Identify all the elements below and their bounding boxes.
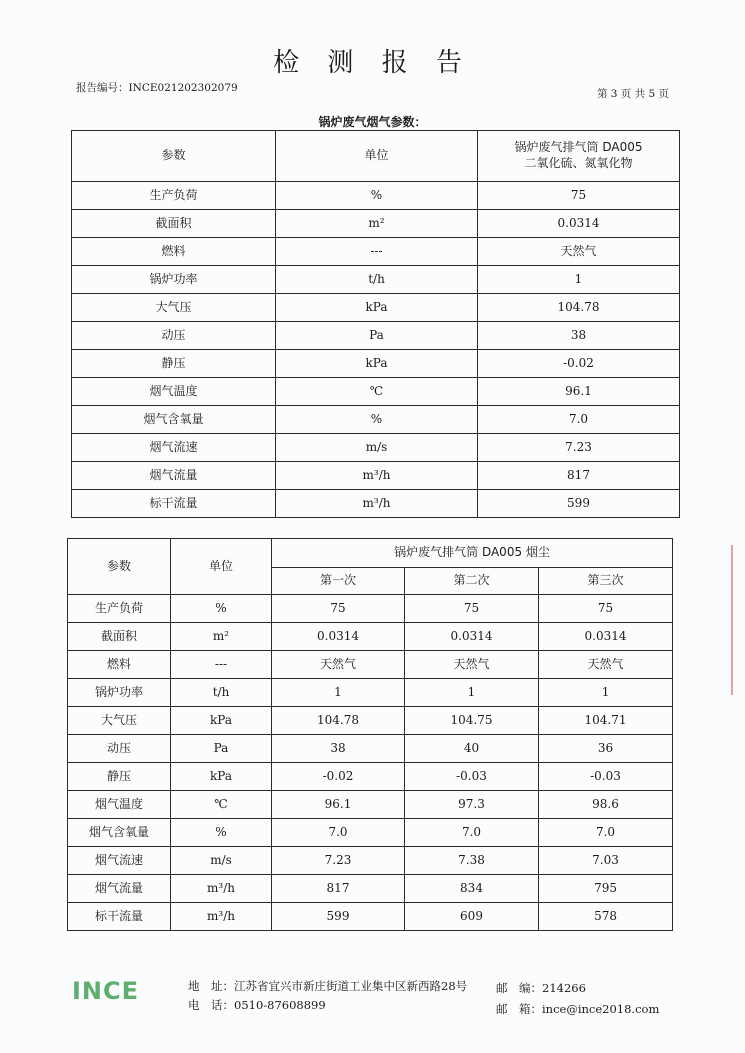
unit-cell: ℃ — [171, 791, 272, 819]
run3-cell: -0.03 — [539, 763, 673, 791]
run3-cell: 1 — [539, 679, 673, 707]
run3-cell: 0.0314 — [539, 623, 673, 651]
run3-cell: 7.0 — [539, 819, 673, 847]
table-header-row — [72, 131, 680, 182]
table-row — [68, 875, 673, 903]
unit-cell: --- — [276, 238, 478, 266]
param-cell: 锅炉功率 — [68, 679, 171, 707]
run2-cell: 75 — [405, 595, 539, 623]
run2-cell: -0.03 — [405, 763, 539, 791]
flue-gas-parameters-table — [71, 130, 680, 518]
value-cell: 7.23 — [478, 434, 680, 462]
param-cell: 烟气含氧量 — [68, 819, 171, 847]
unit-cell: m³/h — [276, 462, 478, 490]
table-row — [68, 903, 673, 931]
run3-cell: 36 — [539, 735, 673, 763]
document-title: 检 测 报 告 — [273, 48, 472, 78]
unit-cell: --- — [171, 651, 272, 679]
header-outlet-line2: 二氧化硫、氮氧化物 — [524, 156, 633, 170]
table-row — [68, 651, 673, 679]
run1-cell: -0.02 — [272, 763, 405, 791]
param-cell: 烟气温度 — [68, 791, 171, 819]
table-row — [68, 763, 673, 791]
report-number: 报告编号：INCE021202302079 — [76, 82, 238, 94]
table-row — [68, 623, 673, 651]
header-unit: 单位 — [171, 539, 272, 595]
unit-cell: Pa — [171, 735, 272, 763]
table-row — [72, 378, 680, 406]
seal-stamp-edge — [731, 545, 745, 695]
table-header-row — [68, 539, 673, 568]
param-cell: 锅炉功率 — [72, 266, 276, 294]
table-row — [72, 350, 680, 378]
run1-cell: 96.1 — [272, 791, 405, 819]
unit-cell: m³/h — [171, 875, 272, 903]
param-cell: 燃料 — [68, 651, 171, 679]
param-cell: 烟气流速 — [68, 847, 171, 875]
unit-cell: m³/h — [171, 903, 272, 931]
run1-cell: 0.0314 — [272, 623, 405, 651]
run2-cell: 97.3 — [405, 791, 539, 819]
run2-cell: 834 — [405, 875, 539, 903]
unit-cell: m³/h — [276, 490, 478, 518]
unit-cell: t/h — [276, 266, 478, 294]
unit-cell: m/s — [276, 434, 478, 462]
param-cell: 截面积 — [68, 623, 171, 651]
header-outlet: 锅炉废气排气筒 DA005 烟尘 — [272, 539, 673, 568]
table-row — [72, 266, 680, 294]
table-row — [72, 210, 680, 238]
run2-cell: 609 — [405, 903, 539, 931]
header-unit: 单位 — [276, 131, 478, 182]
header-param: 参数 — [68, 539, 171, 595]
param-cell: 烟气含氧量 — [72, 406, 276, 434]
run2-cell: 7.38 — [405, 847, 539, 875]
value-cell: 1 — [478, 266, 680, 294]
header-outlet-line1: 锅炉废气排气筒 DA005 — [514, 140, 643, 155]
unit-cell: % — [171, 595, 272, 623]
company-logo: INCE — [72, 977, 140, 1005]
unit-cell: % — [276, 406, 478, 434]
unit-cell: kPa — [276, 350, 478, 378]
footer-email: 邮 箱：ince@ince2018.com — [496, 1002, 660, 1016]
run1-cell: 7.0 — [272, 819, 405, 847]
param-cell: 静压 — [68, 763, 171, 791]
header-run2: 第二次 — [405, 568, 539, 595]
footer-postcode: 邮 编：214266 — [496, 981, 586, 995]
param-cell: 大气压 — [72, 294, 276, 322]
param-cell: 烟气流量 — [72, 462, 276, 490]
run2-cell: 0.0314 — [405, 623, 539, 651]
unit-cell: % — [276, 182, 478, 210]
dust-measurement-table — [67, 538, 673, 931]
param-cell: 动压 — [68, 735, 171, 763]
param-cell: 烟气温度 — [72, 378, 276, 406]
run2-cell: 1 — [405, 679, 539, 707]
run1-cell: 104.78 — [272, 707, 405, 735]
run3-cell: 795 — [539, 875, 673, 903]
run3-cell: 75 — [539, 595, 673, 623]
run2-cell: 天然气 — [405, 651, 539, 679]
unit-cell: Pa — [276, 322, 478, 350]
table-row — [72, 322, 680, 350]
run1-cell: 38 — [272, 735, 405, 763]
value-cell: 75 — [478, 182, 680, 210]
param-cell: 截面积 — [72, 210, 276, 238]
run1-cell: 7.23 — [272, 847, 405, 875]
run3-cell: 天然气 — [539, 651, 673, 679]
value-cell: 0.0314 — [478, 210, 680, 238]
unit-cell: % — [171, 819, 272, 847]
table-row — [68, 847, 673, 875]
table-row — [72, 406, 680, 434]
run1-cell: 天然气 — [272, 651, 405, 679]
param-cell: 标干流量 — [68, 903, 171, 931]
param-cell: 烟气流速 — [72, 434, 276, 462]
param-cell: 燃料 — [72, 238, 276, 266]
table-row — [72, 462, 680, 490]
run1-cell: 599 — [272, 903, 405, 931]
unit-cell: t/h — [171, 679, 272, 707]
run3-cell: 104.71 — [539, 707, 673, 735]
header-run1: 第一次 — [272, 568, 405, 595]
table-row — [72, 490, 680, 518]
value-cell: 104.78 — [478, 294, 680, 322]
value-cell: 38 — [478, 322, 680, 350]
unit-cell: kPa — [276, 294, 478, 322]
value-cell: 96.1 — [478, 378, 680, 406]
value-cell: 7.0 — [478, 406, 680, 434]
run3-cell: 7.03 — [539, 847, 673, 875]
unit-cell: ℃ — [276, 378, 478, 406]
table-row — [68, 679, 673, 707]
table-row — [72, 434, 680, 462]
value-cell: 天然气 — [478, 238, 680, 266]
unit-cell: m² — [171, 623, 272, 651]
param-cell: 大气压 — [68, 707, 171, 735]
footer-address: 地 址：江苏省宜兴市新庄街道工业集中区新西路28号 — [188, 979, 468, 993]
run2-cell: 104.75 — [405, 707, 539, 735]
param-cell: 标干流量 — [72, 490, 276, 518]
run1-cell: 817 — [272, 875, 405, 903]
unit-cell: kPa — [171, 707, 272, 735]
run1-cell: 75 — [272, 595, 405, 623]
table-row — [68, 595, 673, 623]
table-row — [68, 791, 673, 819]
value-cell: 599 — [478, 490, 680, 518]
table-row — [72, 238, 680, 266]
table-row — [68, 819, 673, 847]
table-row — [68, 707, 673, 735]
value-cell: 817 — [478, 462, 680, 490]
run2-cell: 40 — [405, 735, 539, 763]
value-cell: -0.02 — [478, 350, 680, 378]
footer-phone: 电 话：0510-87608899 — [188, 998, 326, 1012]
header-param: 参数 — [72, 131, 276, 182]
param-cell: 生产负荷 — [72, 182, 276, 210]
run3-cell: 578 — [539, 903, 673, 931]
table-row — [72, 294, 680, 322]
run3-cell: 98.6 — [539, 791, 673, 819]
table1-caption: 锅炉废气烟气参数： — [318, 115, 427, 129]
run1-cell: 1 — [272, 679, 405, 707]
table-row — [68, 735, 673, 763]
table-row — [72, 182, 680, 210]
header-run3: 第三次 — [539, 568, 673, 595]
unit-cell: m² — [276, 210, 478, 238]
header-outlet — [478, 131, 680, 182]
param-cell: 静压 — [72, 350, 276, 378]
param-cell: 烟气流量 — [68, 875, 171, 903]
run2-cell: 7.0 — [405, 819, 539, 847]
param-cell: 生产负荷 — [68, 595, 171, 623]
unit-cell: m/s — [171, 847, 272, 875]
unit-cell: kPa — [171, 763, 272, 791]
page-number: 第 3 页 共 5 页 — [596, 88, 669, 100]
param-cell: 动压 — [72, 322, 276, 350]
